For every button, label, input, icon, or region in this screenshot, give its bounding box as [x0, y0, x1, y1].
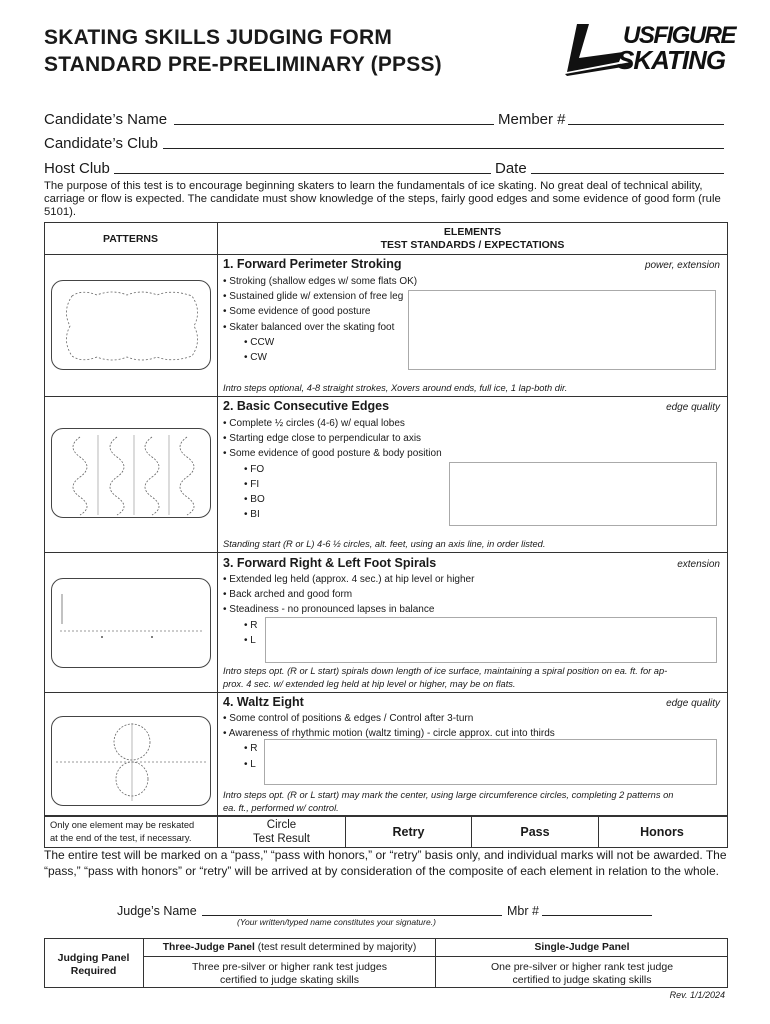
element-3-title: 3. Forward Right & Left Foot Spirals — [223, 556, 437, 570]
element-1-tag: power, extension — [644, 260, 720, 271]
list-item: • R — [244, 619, 258, 631]
patterns-header: PATTERNS — [102, 233, 159, 245]
list-item: • CW — [244, 352, 267, 364]
element-3-note-line-2: prox. 4 sec. w/ extended leg held at hip level or higher, may be on flats. — [223, 679, 516, 689]
pattern-diagram-consecutive-edges — [51, 428, 211, 518]
judge-mbr-field[interactable] — [542, 915, 652, 916]
pattern-diagram-perimeter-stroking — [51, 280, 211, 370]
single-judge-panel-desc — [436, 961, 728, 986]
purpose-text: The purpose of this test is to encourage beginning skaters to learn the fundamentals of ice skating. No great deal of technical ability, carriage or flow is expected. The candidate must show knowledge of the steps, fairly good edges and some evidence of good form (rule 5101). — [44, 180, 721, 219]
date-field[interactable] — [531, 173, 724, 174]
list-item: • Starting edge close to perpendicular to axis — [223, 433, 422, 445]
member-number-label: Member # — [498, 111, 566, 128]
list-item: • Extended leg held (approx. 4 sec.) at hip level or higher — [223, 574, 475, 585]
reskate-note-line-1: Only one element may be reskated — [50, 820, 195, 830]
judging-panel-required — [44, 952, 143, 977]
list-item: • Skater balanced over the skating foot — [223, 321, 395, 333]
three-judge-desc-line-2: certified to judge skating skills — [220, 973, 359, 986]
candidate-name-label: Candidate’s Name — [44, 111, 168, 128]
panel-required-line-1: Judging Panel — [57, 952, 130, 964]
element-4-note-line-1: Intro steps opt. (R or L start) may mark the center, using large circumference circles, completing 2 patterns on — [223, 790, 674, 800]
element-3-note-line-1: Intro steps opt. (R or L start) spirals down length of ice surface, maintaining a spiral position on ea. ft. for ap- — [223, 666, 668, 676]
retry-option[interactable]: Retry — [392, 825, 425, 839]
element-4-note-line-2: ea. ft., performed w/ control. — [223, 803, 339, 813]
list-item: • L — [244, 634, 256, 646]
form-title — [44, 24, 442, 78]
marking-note: The entire test will be marked on a “pass,” “pass with honors,” or “retry” basis only, and individual marks will not be awarded. The “pass,” “pass with honors” or “retry” will be arrived at by consideration of the composite of each element in relation to the whole. — [44, 848, 727, 878]
element-1-comment-box[interactable] — [408, 290, 716, 370]
three-judge-panel-title: Three-Judge Panel — [162, 942, 255, 953]
list-item: • Some control of positions & edges / Control after 3-turn — [223, 713, 474, 724]
list-item: • Awareness of rhythmic motion (waltz timing) - circle approx. cut into thirds — [223, 728, 555, 740]
judge-mbr-label: Mbr # — [507, 904, 539, 918]
date-label: Date — [495, 160, 527, 177]
revision-date: Rev. 1/1/2024 — [669, 990, 725, 1000]
element-4-comment-box[interactable] — [264, 739, 717, 785]
element-2-comment-box[interactable] — [449, 462, 717, 526]
pattern-diagram-waltz-eight — [51, 716, 211, 806]
circle-label-line-2: Test Result — [253, 833, 310, 845]
reskate-note-line-2: at the end of the test, if necessary. — [50, 832, 192, 843]
us-figure-skating-logo — [563, 22, 736, 76]
list-item: • CCW — [244, 336, 275, 348]
element-2-tag: edge quality — [666, 402, 720, 413]
list-item: • Stroking (shallow edges w/ some flats OK) — [223, 276, 418, 287]
host-club-field[interactable] — [114, 173, 491, 174]
list-item: • Complete ½ circles (4-6) w/ equal lobes — [223, 418, 405, 429]
element-1-title: 1. Forward Perimeter Stroking — [223, 257, 402, 271]
list-item: • R — [244, 743, 258, 755]
element-3-comment-box[interactable] — [265, 617, 717, 663]
pass-option[interactable]: Pass — [520, 825, 550, 839]
list-item: • Steadiness - no pronounced lapses in balance — [223, 604, 435, 616]
single-judge-panel-header: Single-Judge Panel — [534, 942, 630, 953]
candidate-name-field[interactable] — [174, 124, 494, 125]
signature-note: (Your written/typed name constitutes your signature.) — [237, 917, 436, 927]
pattern-diagram-spirals — [51, 578, 211, 668]
three-judge-panel-desc — [144, 961, 435, 986]
list-item: • Some evidence of good posture — [223, 306, 371, 318]
single-judge-desc-line-2: certified to judge skating skills — [512, 973, 652, 986]
circle-label-line-1: Circle — [266, 819, 297, 831]
logo-text-line-1: USFIGURE — [623, 22, 736, 49]
list-item: • FI — [244, 478, 260, 490]
single-judge-desc-line-1: One pre-silver or higher rank test judge — [490, 961, 674, 973]
honors-option[interactable]: Honors — [640, 825, 684, 839]
judge-name-field[interactable] — [202, 915, 502, 916]
title-line-1: SKATING SKILLS JUDGING FORM — [44, 26, 393, 49]
element-3-tag: extension — [677, 559, 720, 570]
element-4-tag: edge quality — [666, 698, 720, 709]
three-judge-desc-line-1: Three pre-silver or higher rank test judges — [192, 961, 387, 973]
element-1-note: Intro steps optional, 4-8 straight strokes, Xovers around ends, full ice, 1 lap-both dir. — [223, 383, 568, 393]
elements-header: ELEMENTS — [443, 226, 502, 238]
circle-test-result-label — [218, 818, 345, 846]
three-judge-panel-qualifier: (test result determined by majority) — [254, 942, 417, 953]
element-2-title: 2. Basic Consecutive Edges — [223, 399, 390, 413]
judge-name-label: Judge’s Name — [117, 904, 197, 918]
element-2-note: Standing start (R or L) 4-6 ½ circles, alt. feet, using an axis line, in order listed. — [223, 539, 546, 549]
element-4-title: 4. Waltz Eight — [223, 695, 304, 709]
list-item: • Sustained glide w/ extension of free leg — [223, 291, 404, 303]
candidate-club-field[interactable] — [163, 148, 724, 149]
panel-required-line-2: Required — [70, 964, 117, 977]
element-1-bullets — [223, 274, 417, 365]
reskate-note — [50, 819, 194, 844]
title-line-2: STANDARD PRE-PRELIMINARY (PPSS) — [44, 53, 442, 76]
host-club-label: Host Club — [44, 160, 110, 177]
member-number-field[interactable] — [568, 124, 724, 125]
list-item: • L — [244, 758, 256, 770]
candidate-club-label: Candidate’s Club — [44, 135, 158, 152]
element-2-bullets — [223, 416, 442, 522]
list-item: • BO — [244, 494, 265, 506]
list-item: • Some evidence of good posture & body position — [223, 448, 442, 460]
list-item: • FO — [244, 463, 265, 475]
logo-text-line-2: SKATING — [617, 45, 726, 75]
list-item: • BI — [244, 509, 260, 521]
list-item: • Back arched and good form — [223, 589, 353, 601]
three-judge-panel-header — [144, 942, 435, 953]
standards-header: TEST STANDARDS / EXPECTATIONS — [380, 239, 565, 251]
